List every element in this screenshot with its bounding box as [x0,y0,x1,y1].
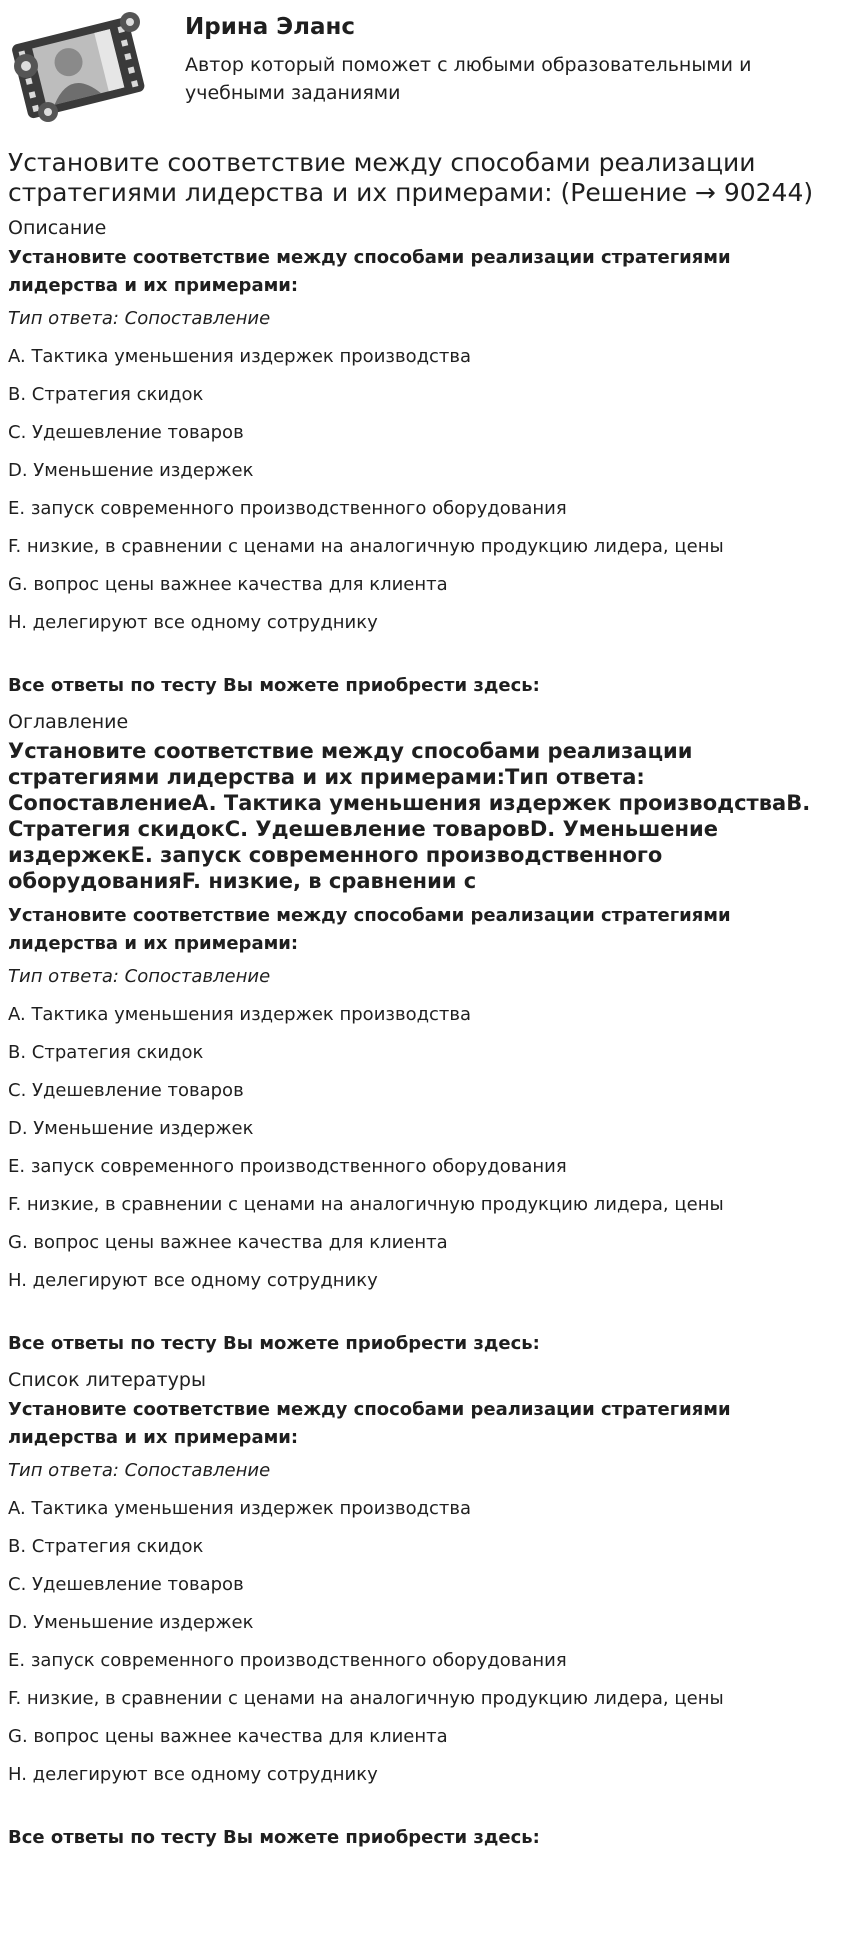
page-title: Установите соответствие между способами реализации стратегиями лидерства и их примерами: (Решение → 90244) [8,148,814,207]
option-d: D. Уменьшение издержек [8,460,254,481]
option-a: A. Тактика уменьшения издержек производства [8,1498,472,1519]
main-content [8,148,838,1862]
option-d: D. Уменьшение издержек [8,1118,254,1139]
option-a: A. Тактика уменьшения издержек производства [8,1004,472,1025]
option-d: D. Уменьшение издержек [8,1612,254,1633]
option-f: F. низкие, в сравнении с ценами на аналогичную продукцию лидера, цены [8,536,724,557]
option-e: E. запуск современного производственного оборудования [8,1650,567,1671]
author-description: Автор который поможет с любыми образовательными и учебными заданиями [185,54,752,104]
option-b: B. Стратегия скидок [8,1536,204,1557]
option-f: F. низкие, в сравнении с ценами на аналогичную продукцию лидера, цены [8,1194,724,1215]
option-g: G. вопрос цены важнее качества для клиента [8,1726,448,1747]
film-strip-portrait-icon [8,8,148,126]
option-f: F. низкие, в сравнении с ценами на аналогичную продукцию лидера, цены [8,1688,724,1709]
option-e: E. запуск современного производственного оборудования [8,498,567,519]
option-c: C. Удешевление товаров [8,1574,244,1595]
answer-type: Тип ответа: Сопоставление [8,308,271,329]
option-g: G. вопрос цены важнее качества для клиента [8,574,448,595]
question-heading: Установите соответствие между способами реализации стратегиями лидерства и их примерами: [8,905,731,954]
section-label-description: Описание [8,217,107,239]
author-card [0,0,847,140]
answers-note: Все ответы по тесту Вы можете приобрести здесь: [8,1827,540,1848]
answer-type: Тип ответа: Сопоставление [8,966,271,987]
options-list [8,346,838,634]
answer-type: Тип ответа: Сопоставление [8,1460,271,1481]
options-list [8,1498,838,1786]
option-h: H. делегируют все одному сотруднику [8,1270,378,1291]
option-h: H. делегируют все одному сотруднику [8,612,378,633]
option-e: E. запуск современного производственного оборудования [8,1156,567,1177]
question-heading: Установите соответствие между способами реализации стратегиями лидерства и их примерами: [8,247,731,296]
option-b: B. Стратегия скидок [8,384,204,405]
answers-note: Все ответы по тесту Вы можете приобрести здесь: [8,675,540,696]
option-c: C. Удешевление товаров [8,1080,244,1101]
section-label-references: Список литературы [8,1369,206,1391]
question-heading: Установите соответствие между способами реализации стратегиями лидерства и их примерами: [8,1399,731,1448]
option-b: B. Стратегия скидок [8,1042,204,1063]
toc-summary: Установите соответствие между способами реализации стратегиями лидерства и их примерами:Тип ответа: СопоставлениеA. Тактика уменьшения издержек производстваB. Стратегия скидокC. Удешевление товаровD. Уменьшение издержекE. запуск современного производственного оборудованияF. низкие, в сравнении с [8,739,811,893]
answers-note: Все ответы по тесту Вы можете приобрести здесь: [8,1333,540,1354]
options-list [8,1004,838,1292]
option-a: A. Тактика уменьшения издержек производства [8,346,472,367]
section-label-toc: Оглавление [8,711,129,733]
option-c: C. Удешевление товаров [8,422,244,443]
option-g: G. вопрос цены важнее качества для клиента [8,1232,448,1253]
option-h: H. делегируют все одному сотруднику [8,1764,378,1785]
author-name: Ирина Эланс [185,14,356,40]
